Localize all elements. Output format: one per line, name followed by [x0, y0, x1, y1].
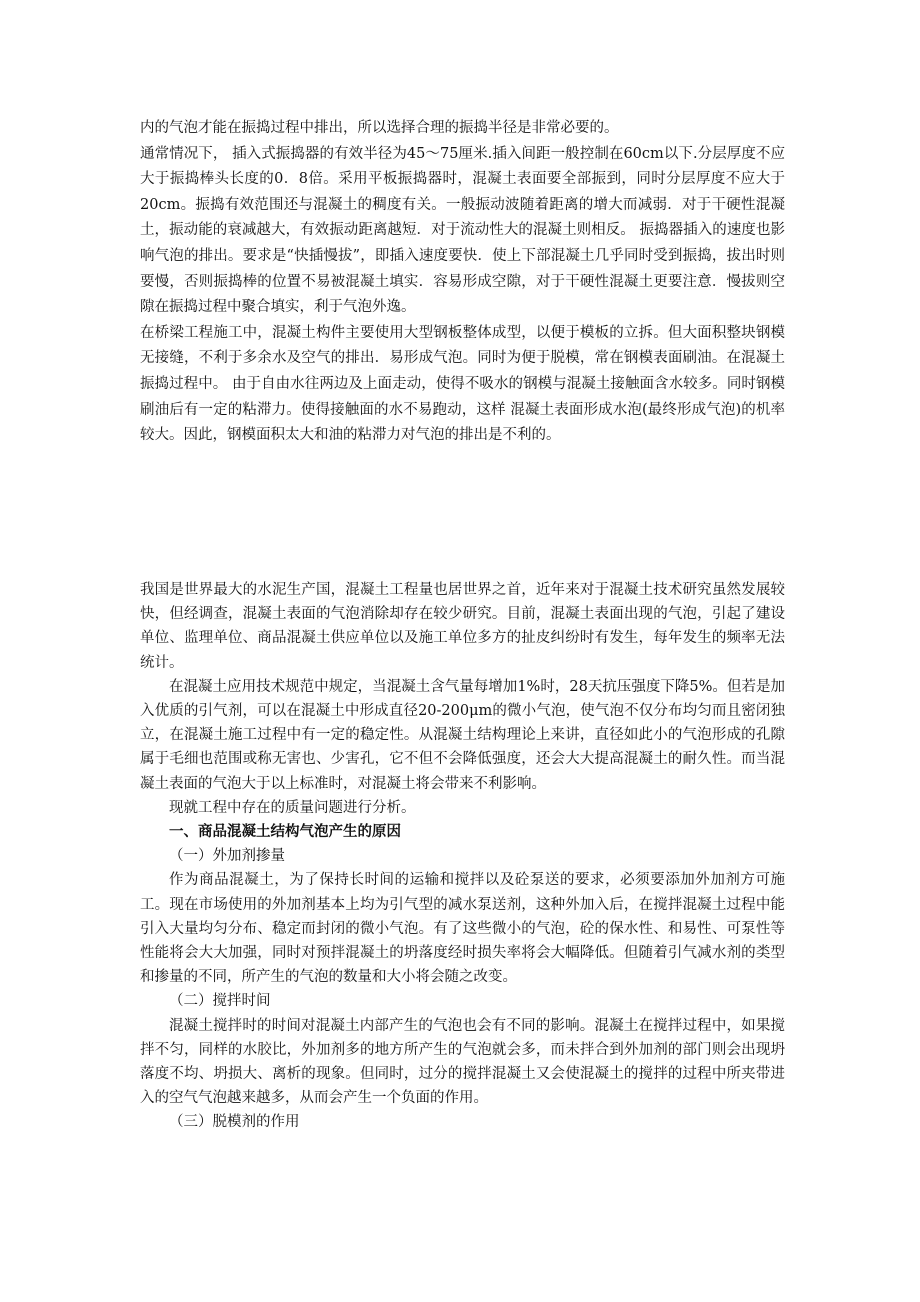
paragraph-steel-formwork: 在桥梁工程施工中，混凝土构件主要使用大型钢板整体成型，以便于模板的立拆。但大面积整块钢模无接缝，不利于多余水及空气的排出．易形成气泡。同时为便于脱模，常在钢模表面刷油。在混凝土振捣过程中。 由于自由水往两边及上面走动，使得不吸水的钢模与混凝土接触面含水较多。同时钢模刷油后有一定的粘滞力。使得接触面的水不易跑动，这样 混凝土表面形成水泡(最终形成气泡)的机率较大。因此，钢模面积太大和油的粘滞力对气泡的排出是不利的。 [140, 324, 785, 444]
paragraph-mixing-time: 混凝土搅拌时的时间对混凝土内部产生的气泡也会有不同的影响。混凝土在搅拌过程中，如果搅拌不匀，同样的水胶比，外加剂多的地方所产生的气泡就会多，而未拌合到外加剂的部门则会出现坍落度不均、坍损大、离析的现象。但同时，过分的搅拌混凝土又会使混凝土的搅拌的过程中所夹带进入的空气气泡越来越多，从而会产生一个负面的作用。 [140, 1017, 785, 1107]
paragraph-spec: 在混凝土应用技术规范中规定，当混凝土含气量每增加1%时，28天抗压强度下降5%。但若是加入优质的引气剂，可以在混凝土中形成直径20-200μm的微小气泡，使气泡不仅分布均匀而且密闭独立，在混凝土施工过程中有一定的稳定性。从混凝土结构理论上来讲，直径如此小的气泡形成的孔隙属于毛细也范围或称无害也、少害孔，它不但不会降低强度，还会大大提高混凝土的耐久性。而当混凝土表面的气泡大于以上标准时，对混凝土将会带来不利影响。 [140, 678, 785, 792]
heading-causes: 一、商品混凝土结构气泡产生的原因 [169, 823, 401, 841]
subheading-release-agent: （三）脱模剂的作用 [169, 1114, 300, 1131]
paragraph-vibrator-spacing: 通常情况下， 插入式振捣器的有效半径为45～75厘米.插入间距一般控制在60cm以下.分层厚度不应大于振捣棒头长度的0．8倍。采用平板振捣器时，混凝土表面要全部振到，同时分层厚度不应大于20cm。振捣有效范围还与混凝土的稠度有关。一般振动波随着距离的增大而减弱．对于干硬性混凝土，振动能的衰减越大，有效振动距离越短．对于流动性大的混凝土则相反。 振捣器插入的速度也影响气泡的排出。要求是“快插慢拔”，即插入速度要快．使上下部混凝土几乎同时受到振捣，拔出时则要慢，否则振捣棒的位置不易被混凝土填实．容易形成空隙，对于干硬性混凝土更要注意．慢拔则空隙在振捣过程中聚合填实，利于气泡外逸。 [140, 145, 785, 316]
paragraph-intro: 我国是世界最大的水泥生产国，混凝土工程量也居世界之首，近年来对于混凝土技术研究虽然发展较快，但经调查，混凝土表面的气泡消除却存在较少研究。目前，混凝土表面出现的气泡，引起了建设单位、监理单位、商品混凝土供应单位以及施工单位多方的扯皮纠纷时有发生，每年发生的频率无法统计。 [140, 582, 785, 671]
paragraph-analysis: 现就工程中存在的质量问题进行分析。 [169, 799, 416, 816]
paragraph-admixture: 作为商品混凝土，为了保持长时间的运输和搅拌以及砼泵送的要求，必须要添加外加剂方可施工。现在市场使用的外加剂基本上均为引气型的减水泵送剂，这种外加入后，在搅拌混凝土过程中能引入大量均匀分布、稳定而封闭的微小气泡。有了这些微小的气泡，砼的保水性、和易性、可泵性等性能将会大大加强，同时对预拌混凝土的坍落度经时损失率将会大幅降低。但随着引气减水剂的类型和掺量的不同，所产生的气泡的数量和大小将会随之改变。 [140, 872, 785, 986]
subheading-mixing-time: （二）搅拌时间 [169, 993, 271, 1010]
paragraph-vibration-radius: 内的气泡才能在振捣过程中排出，所以选择合理的振捣半径是非常必要的。 [140, 120, 619, 136]
bubble-analysis-section [140, 578, 785, 1135]
subheading-admixture: （一）外加剂掺量 [169, 848, 285, 865]
vibration-section [140, 116, 785, 449]
